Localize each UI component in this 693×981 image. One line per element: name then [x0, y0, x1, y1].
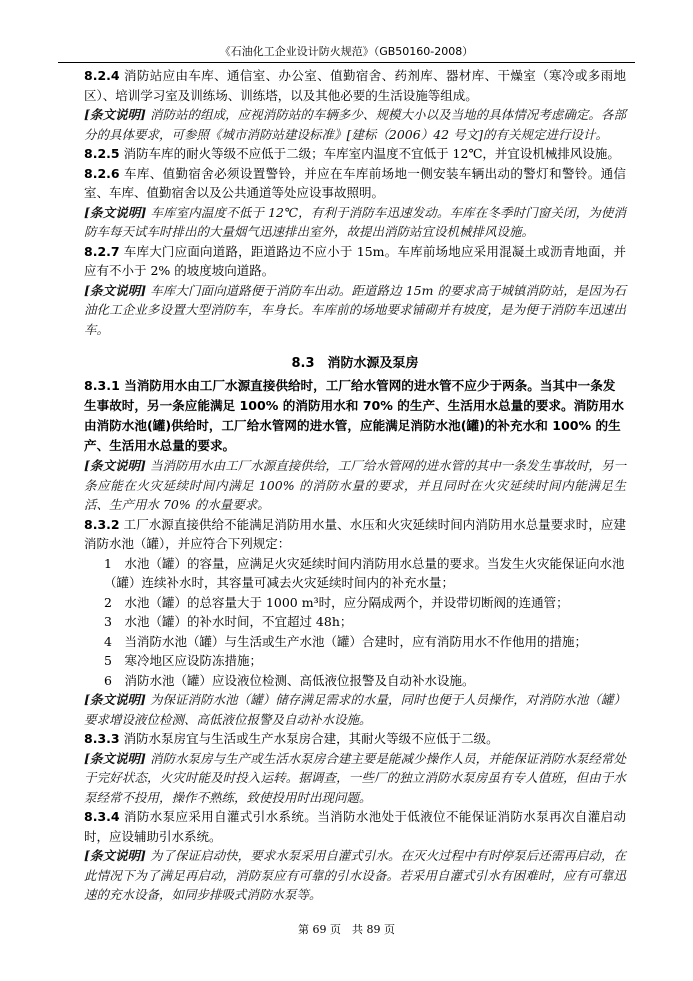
page-content	[84, 66, 626, 905]
clause-8-2-5: 8.2.5 消防车库的耐火等级不应低于二级；车库室内温度不宜低于 12℃，并宜设机械排风设施。	[84, 146, 620, 161]
explanation-8-3-4: [条文说明] 为了保证启动快，要求水泵采用自灌式引水。在灭火过程中有时停泵后还需再启动，在此情况下为了满足再启动，消防泵应有可靠的引水设备。若采用自灌式引水有困难时，应有可靠迅速的充水设备，如同步排吸式消防水泵等。	[84, 848, 626, 902]
list-item-8-3-2-3: 3 水池（罐）的补水时间，不宜超过 48h；	[104, 614, 353, 629]
list-item-8-3-2-4: 4 当消防水池（罐）与生活或生产水池（罐）合建时，应有消防用水不作他用的措施；	[104, 633, 587, 649]
clause-8-2-4: 8.2.4 消防站应由车库、通信室、办公室、值勤宿舍、药剂库、器材库、干燥室（寒冷或多雨地区）、培训学习室及训练场、训练塔，以及其他必要的生活设施等组成。	[84, 68, 626, 103]
clause-8-2-7: 8.2.7 车库大门应面向道路，距道路边不应小于 15m。车库前场地应采用混凝土或沥青地面，并应有不小于 2% 的坡度坡向道路。	[84, 243, 626, 278]
section-heading-8-3: 8.3 消防水源及泵房	[291, 356, 419, 371]
page-header: 《石油化工企业设计防火规范》（GB50160-2008）	[219, 45, 474, 58]
clause-8-3-3: 8.3.3 消防水泵房宜与生活或生产水泵房合建，其耐火等级不应低于二级。	[84, 731, 499, 746]
list-item-8-3-2-5: 5 寒冷地区应设防冻措施；	[104, 653, 262, 668]
explanation-8-3-1: [条文说明] 当消防用水由工厂水源直接供给，工厂给水管网的进水管的其中一条发生事故时，另一条应能在火灾延续时间内满足 100% 的消防水量的要求，并且同时在火灾延续时间内能满足生活、生产用水 70% 的水量要求。	[84, 458, 626, 512]
list-item-8-3-2-6: 6 消防水池（罐）应设液位检测、高低液位报警及自动补水设施。	[104, 672, 475, 688]
list-item-8-3-2-2: 2 水池（罐）的总容量大于 1000 m³时，应分隔成两个，并设带切断阀的连通管；	[104, 594, 569, 610]
clause-8-2-6: 8.2.6 车库、值勤宿舍必须设置警铃，并应在车库前场地一侧安装车辆出动的警灯和警铃。通信室、车库、值勤宿舍以及公共通道等处应设事故照明。	[84, 165, 626, 200]
clause-8-3-2: 8.3.2 工厂水源直接供给不能满足消防用水量、水压和火灾延续时间内消防用水总量要求时，应建消防水池（罐），并应符合下列规定：	[84, 516, 626, 551]
explanation-8-3-3: [条文说明] 消防水泵房与生产或生活水泵房合建主要是能减少操作人员，并能保证消防水泵经常处于完好状态，火灾时能及时投入运转。据调查，一些厂的独立消防水泵房虽有专人值班，但由于水泵经常不投用，操作不熟练，致使投用时出现问题。	[84, 750, 626, 805]
explanation-8-2-7: [条文说明] 车库大门面向道路便于消防车出动。距道路边 15m 的要求高于城镇消防站，是因为石油化工企业多设置大型消防车，车身长。车库前的场地要求铺砌并有坡度，是为便于消防车迅速出车。	[84, 282, 626, 337]
page-number: 第 69 页 共 89 页	[298, 923, 395, 936]
explanation-8-3-2: [条文说明] 为保证消防水池（罐）储存满足需求的水量，同时也便于人员操作，对消防水池（罐）要求增设液位检测、高低液位报警及自动补水设施。	[84, 692, 626, 727]
clause-8-3-4: 8.3.4 消防水泵应采用自灌式引水系统。当消防水池处于低液位不能保证消防水泵再次自灌启动时，应设辅助引水系统。	[84, 809, 626, 844]
explanation-8-2-4: [条文说明] 消防站的组成，应视消防站的车辆多少、规模大小以及当地的具体情况考虑确定。各部分的具体要求，可参照《城市消防站建设标准》[建标（2006）42 号文]的有关规定进行设计。	[84, 107, 626, 142]
explanation-8-2-6: [条文说明] 车库室内温度不低于 12℃，有利于消防车迅速发动。车库在冬季时门窗关闭，为使消防车每天试车时排出的大量烟气迅速排出室外，故提出消防站宜设机械排风设施。	[84, 204, 626, 239]
clause-8-3-1: 8.3.1 当消防用水由工厂水源直接供给时，工厂给水管网的进水管不应少于两条。当其中一条发生事故时，另一条应能满足 100% 的消防用水和 70% 的生产、生活用水总量的要求。消防用水由消防水池(罐)供给时，工厂给水管网的进水管，应能满足消防水池(罐)的补充水和 100% 的生产、生活用水总量的要求。	[84, 378, 624, 453]
list-item-8-3-2-1: 1 水池（罐）的容量，应满足火灾延续时间内消防用水总量的要求。当发生火灾能保证向水池（罐）连续补水时，其容量可减去火灾延续时间内的补充水量；	[104, 555, 625, 590]
header-divider	[58, 62, 635, 63]
